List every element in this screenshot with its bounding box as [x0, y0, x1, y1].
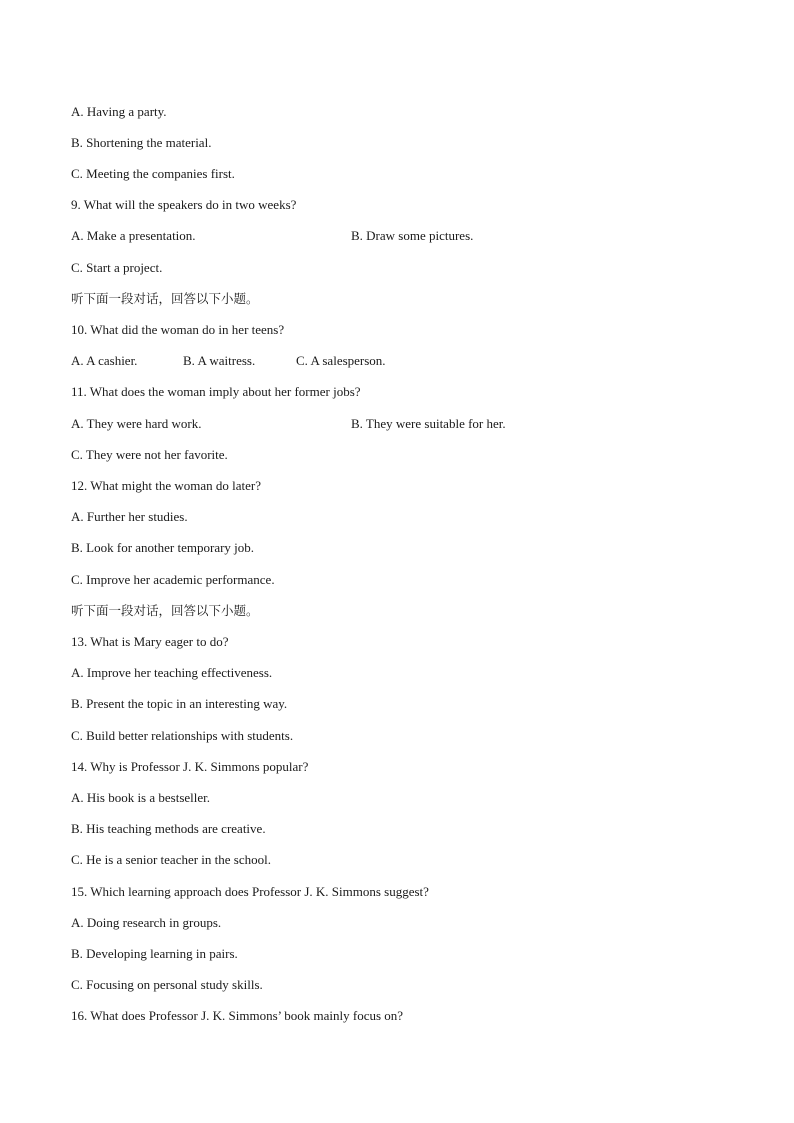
question-11-option-b: B. They were suitable for her.	[351, 416, 506, 431]
question-9-option-c: C. Start a project.	[71, 260, 163, 275]
question-14: 14. Why is Professor J. K. Simmons popular?	[71, 759, 309, 774]
question-14-option-a: A. His book is a bestseller.	[71, 790, 211, 805]
question-14-option-b: B. His teaching methods are creative.	[71, 821, 266, 836]
question-13: 13. What is Mary eager to do?	[71, 634, 229, 649]
question-14-option-c: C. He is a senior teacher in the school.	[71, 852, 271, 867]
option-a-having-party: A. Having a party.	[71, 104, 167, 119]
question-10-options	[71, 352, 386, 370]
question-10-option-a: A. A cashier.	[71, 353, 138, 368]
question-15: 15. Which learning approach does Professor J. K. Simmons suggest?	[71, 884, 429, 899]
question-13-option-a: A. Improve her teaching effectiveness.	[71, 665, 273, 680]
question-11: 11. What does the woman imply about her former jobs?	[71, 384, 361, 399]
question-15-option-c: C. Focusing on personal study skills.	[71, 977, 263, 992]
option-b-shortening-material: B. Shortening the material.	[71, 135, 212, 150]
question-10: 10. What did the woman do in her teens?	[71, 322, 285, 337]
question-13-option-c: C. Build better relationships with students.	[71, 728, 294, 743]
question-16: 16. What does Professor J. K. Simmons’ book mainly focus on?	[71, 1008, 404, 1023]
question-12: 12. What might the woman do later?	[71, 478, 262, 493]
question-12-option-c: C. Improve her academic performance.	[71, 572, 275, 587]
option-c-meeting-companies: C. Meeting the companies first.	[71, 166, 235, 181]
question-11-option-a: A. They were hard work.	[71, 416, 202, 431]
question-10-option-c: C. A salesperson.	[296, 353, 386, 368]
question-9-option-a: A. Make a presentation.	[71, 228, 196, 243]
question-15-option-b: B. Developing learning in pairs.	[71, 946, 238, 961]
question-12-option-a: A. Further her studies.	[71, 509, 188, 524]
question-15-option-a: A. Doing research in groups.	[71, 915, 222, 930]
question-10-option-b: B. A waitress.	[183, 353, 256, 368]
question-9: 9. What will the speakers do in two weeks?	[71, 197, 297, 212]
section-instruction: 听下面一段对话，回答以下小题。	[71, 603, 259, 618]
question-13-option-b: B. Present the topic in an interesting way.	[71, 696, 288, 711]
question-12-option-b: B. Look for another temporary job.	[71, 540, 255, 555]
question-9-option-b: B. Draw some pictures.	[351, 228, 474, 243]
question-11-option-c: C. They were not her favorite.	[71, 447, 228, 462]
section-instruction: 听下面一段对话，回答以下小题。	[71, 291, 259, 306]
